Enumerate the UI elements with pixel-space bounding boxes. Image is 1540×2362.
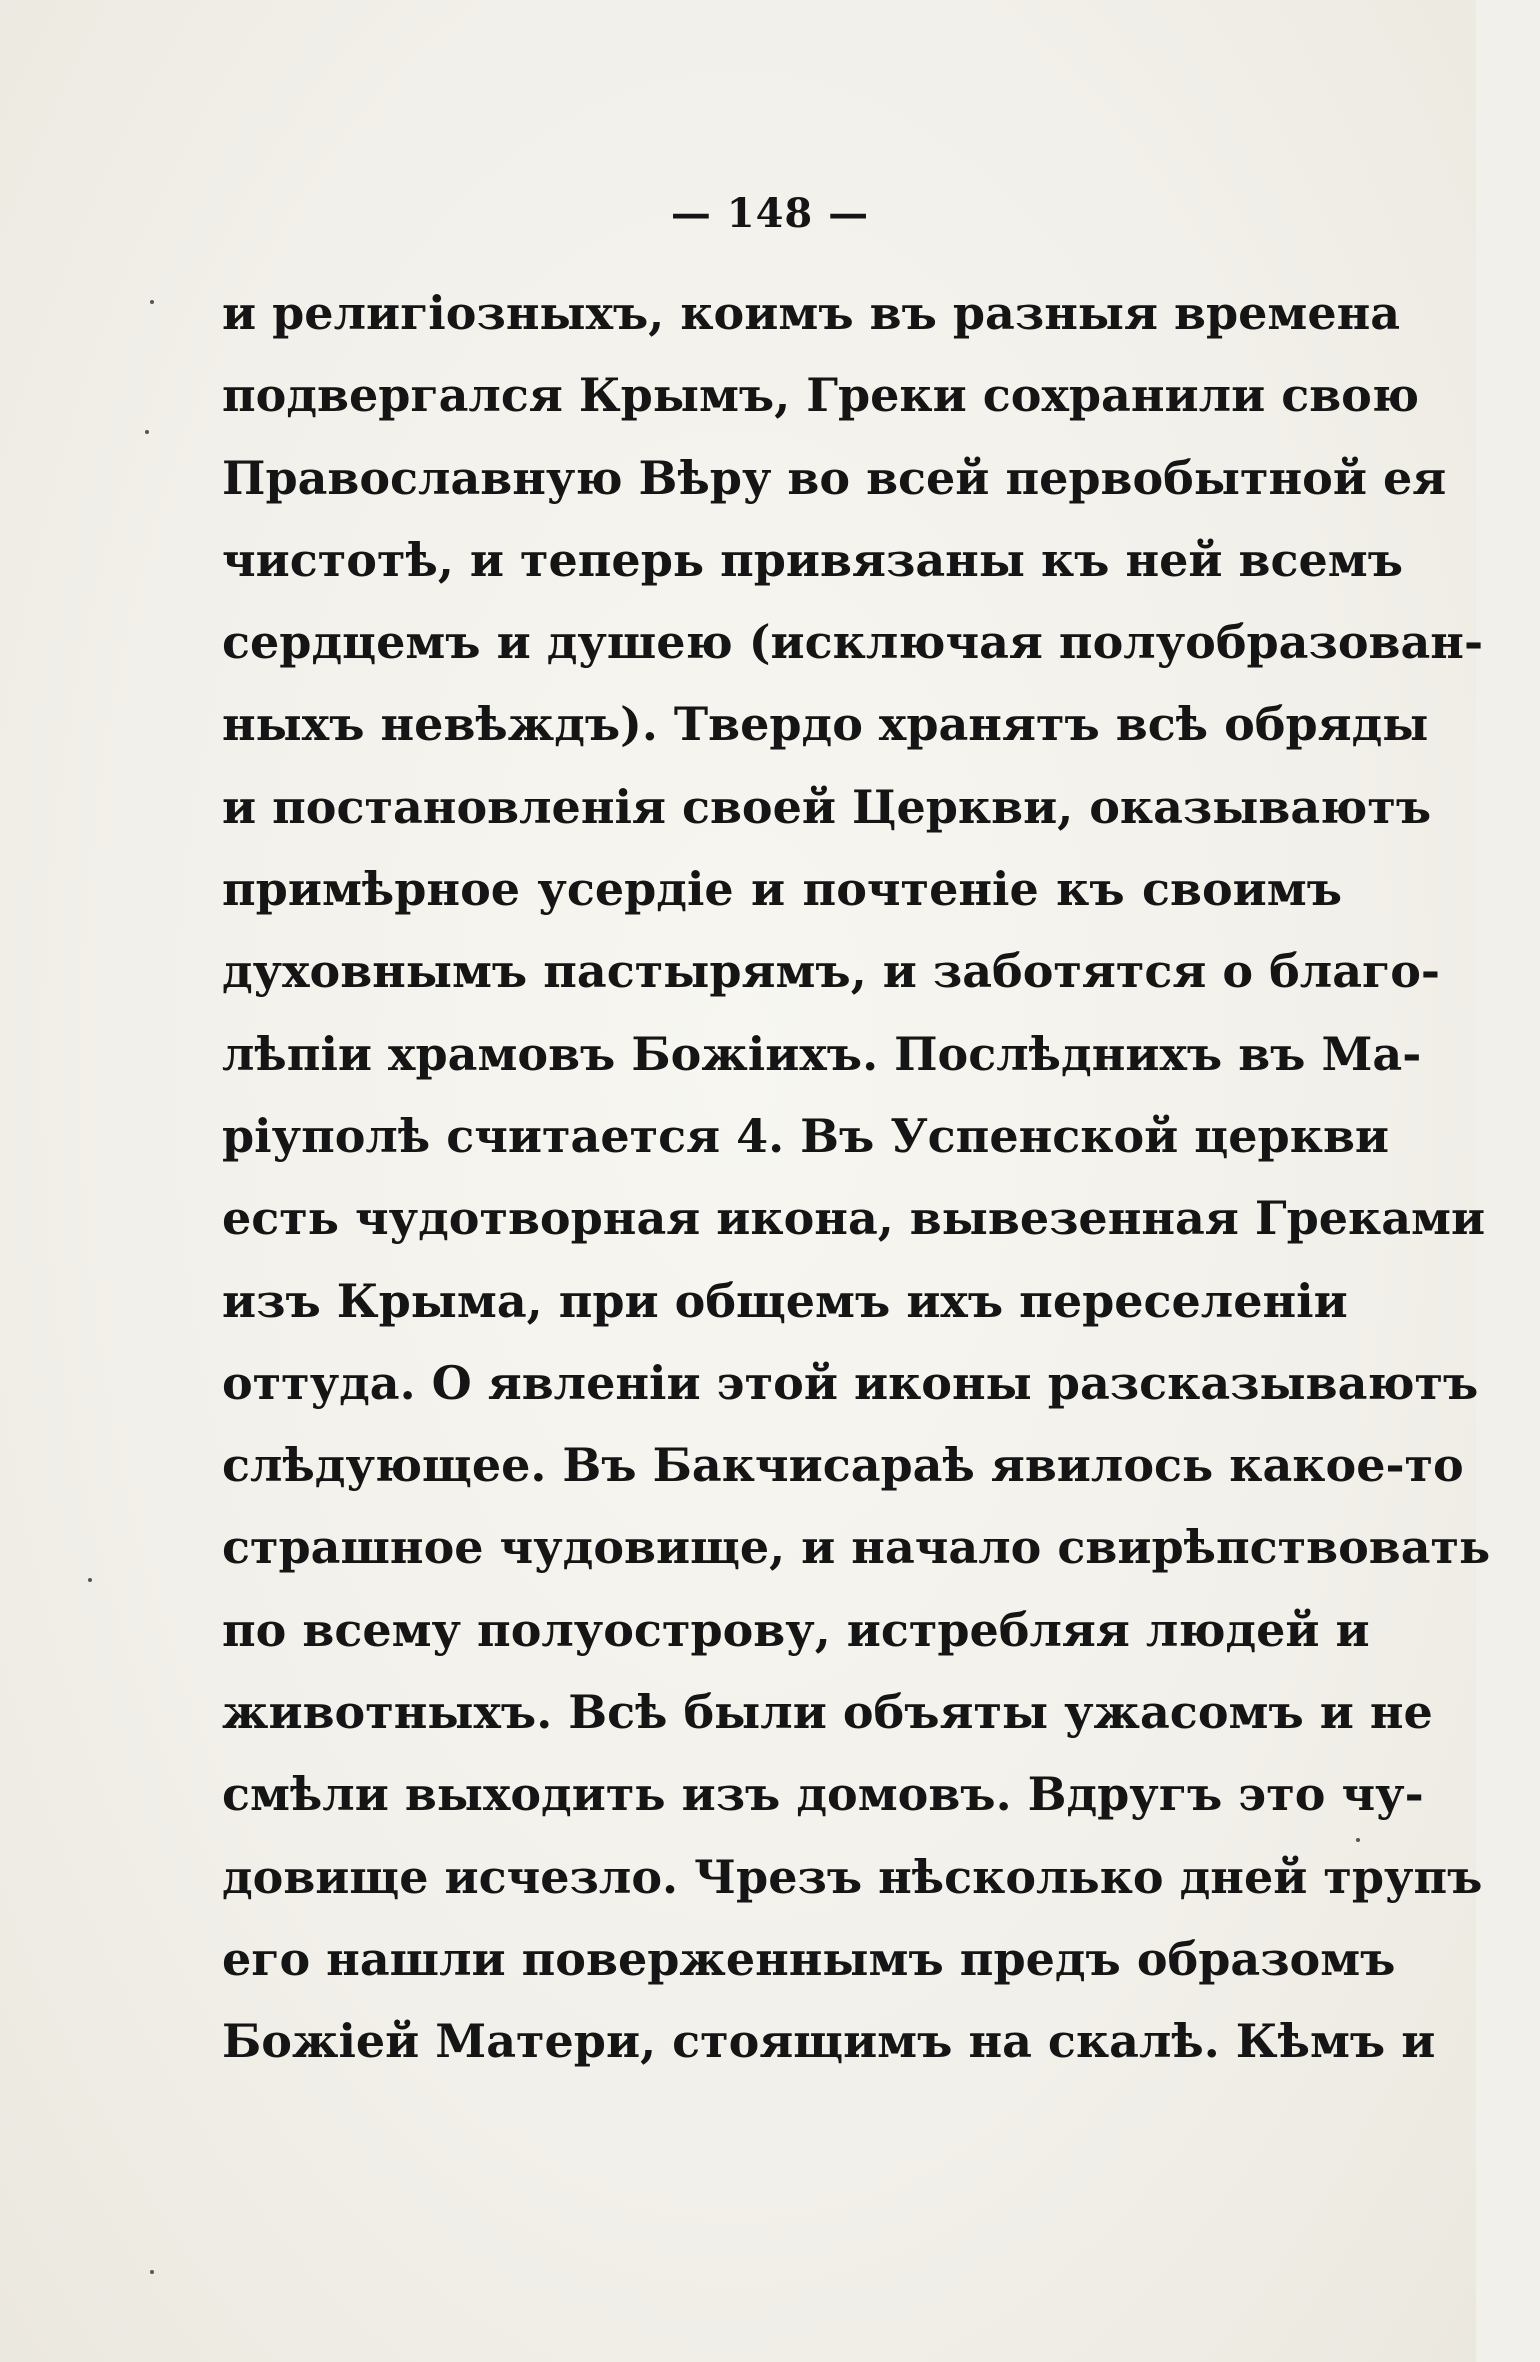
text-line: изъ Крыма, при общемъ ихъ переселеніи: [222, 1273, 1348, 1328]
page-number: — 148 —: [670, 190, 870, 237]
text-line: подвергался Крымъ, Греки сохранили свою: [222, 368, 1420, 423]
text-line: животныхъ. Всѣ были объяты ужасомъ и не: [222, 1685, 1433, 1740]
paper-speck: [150, 300, 154, 304]
text-line: чистотѣ, и теперь привязаны къ ней всемъ: [222, 532, 1404, 587]
text-line: ныхъ невѣждъ). Твердо хранятъ всѣ обряды: [222, 697, 1429, 752]
text-line: оттуда. О явленіи этой иконы разсказываютъ: [222, 1355, 1479, 1410]
text-line: страшное чудовище, и начало свирѣпствовать: [222, 1520, 1491, 1575]
text-line: Православную Вѣру во всей первобытной ея: [222, 450, 1447, 505]
body-text: [222, 272, 1491, 2083]
text-line: и постановленія своей Церкви, оказываютъ: [222, 779, 1432, 834]
paper-speck: [145, 430, 149, 434]
text-line: довище исчезло. Чрезъ нѣсколько дней трупъ: [222, 1849, 1483, 1904]
paper-speck: [150, 2270, 154, 2274]
text-line: ріуполѣ считается 4. Въ Успенской церкви: [222, 1108, 1390, 1163]
text-line: Божіей Матери, стоящимъ на скалѣ. Кѣмъ и: [222, 2014, 1436, 2069]
text-line: слѣдующее. Въ Бакчисараѣ явилось какое-то: [222, 1438, 1464, 1493]
paper-speck: [88, 1578, 92, 1582]
text-line: есть чудотворная икона, вывезенная Греками: [222, 1191, 1486, 1246]
text-line: духовнымъ пастырямъ, и заботятся о благо-: [222, 944, 1440, 999]
text-line: смѣли выходить изъ домовъ. Вдругъ это чу-: [222, 1767, 1424, 1822]
text-line: примѣрное усердіе и почтеніе къ своимъ: [222, 862, 1342, 917]
text-line: лѣпіи храмовъ Божіихъ. Послѣднихъ въ Ма-: [222, 1026, 1422, 1081]
text-line: сердцемъ и душею (исключая полуобразован-: [222, 615, 1484, 670]
text-line: по всему полуострову, истребляя людей и: [222, 1602, 1370, 1657]
text-line: его нашли поверженнымъ предъ образомъ: [222, 1931, 1396, 1986]
paper-speck: [1356, 1838, 1360, 1842]
text-line: и религіозныхъ, коимъ въ разныя времена: [222, 286, 1401, 340]
